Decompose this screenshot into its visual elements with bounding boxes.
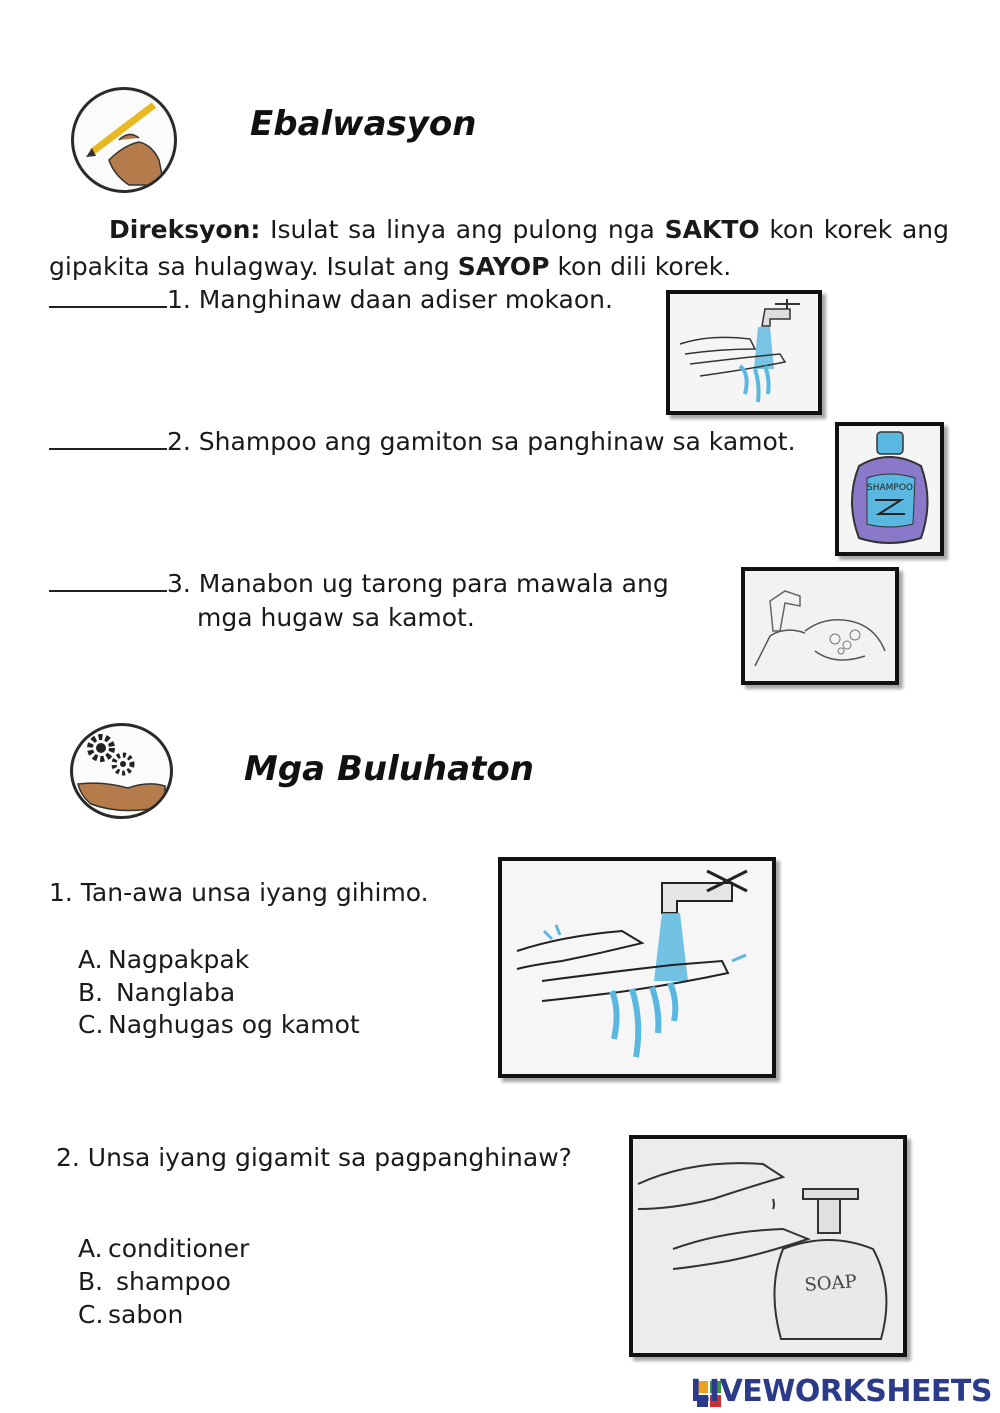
handwashing-image-large [498,857,776,1078]
option-text: Nagpakpak [108,945,250,974]
item-text: Manabon ug tarong para mawala ang [190,569,669,598]
handwashing-image-small [666,290,822,415]
item-number: 2. [167,427,191,456]
item-number: 3. [167,569,191,598]
word-correct: SAKTO [664,215,760,244]
item-text: Shampoo ang gamiton sa panghinaw sa kamot. [190,427,796,456]
section-title-evaluation: Ebalwasyon [250,104,477,144]
evaluation-item-1 [49,283,613,317]
option-text: sabon [108,1300,184,1329]
gears-hand-icon [70,723,173,819]
option-letter: A. [78,1234,103,1263]
soaping-hands-image [741,567,899,685]
answer-blank-1[interactable] [49,286,167,308]
task-1-option-a[interactable] [78,943,249,976]
directions-text-c: kon dili korek. [549,252,732,281]
evaluation-item-3-line2: mga hugaw sa kamot. [197,603,475,632]
option-letter: B. [78,978,104,1007]
brand-watermark: LIVEWORKSHEETS [690,1374,992,1409]
option-letter: A. [78,945,103,974]
item-text: Manghinaw daan adiser mokaon. [190,285,613,314]
shampoo-label: SHAMPOO [867,483,913,493]
option-letter: B. [78,1267,104,1296]
directions-paragraph [49,211,949,285]
directions-text-a: Isulat sa linya ang pulong nga [260,215,665,244]
item-number: 1. [167,285,191,314]
pencil-hand-icon [71,87,177,193]
evaluation-item-2 [49,425,796,459]
task-1-question: 1. Tan-awa unsa iyang gihimo. [49,878,429,907]
option-text: conditioner [108,1234,250,1263]
option-text: Naghugas og kamot [108,1010,360,1039]
task-2-option-a[interactable] [78,1232,249,1265]
answer-blank-2[interactable] [49,428,167,450]
option-letter: C. [78,1300,104,1329]
directions-label: Direksyon: [109,215,261,244]
task-2-question: 2. Unsa iyang gigamit sa pagpanghinaw? [56,1143,572,1172]
option-letter: C. [78,1010,104,1039]
shampoo-bottle-image [835,422,944,556]
option-text: Nanglaba [108,978,236,1007]
evaluation-item-3 [49,567,669,601]
option-text: shampoo [108,1267,231,1296]
soap-dispenser-image [629,1135,907,1357]
answer-blank-3[interactable] [49,570,167,592]
directions-text-b: kon korek ang gipakita sa hulagway. Isulat ang [49,215,949,281]
section-title-activities: Mga Buluhaton [244,749,534,789]
soap-label: SOAP [803,1271,858,1296]
word-wrong: SAYOP [457,252,550,281]
task-2-option-b[interactable] [78,1265,231,1298]
task-2-option-c[interactable] [78,1298,183,1331]
task-1-option-b[interactable] [78,976,235,1009]
task-1-option-c[interactable] [78,1008,360,1041]
